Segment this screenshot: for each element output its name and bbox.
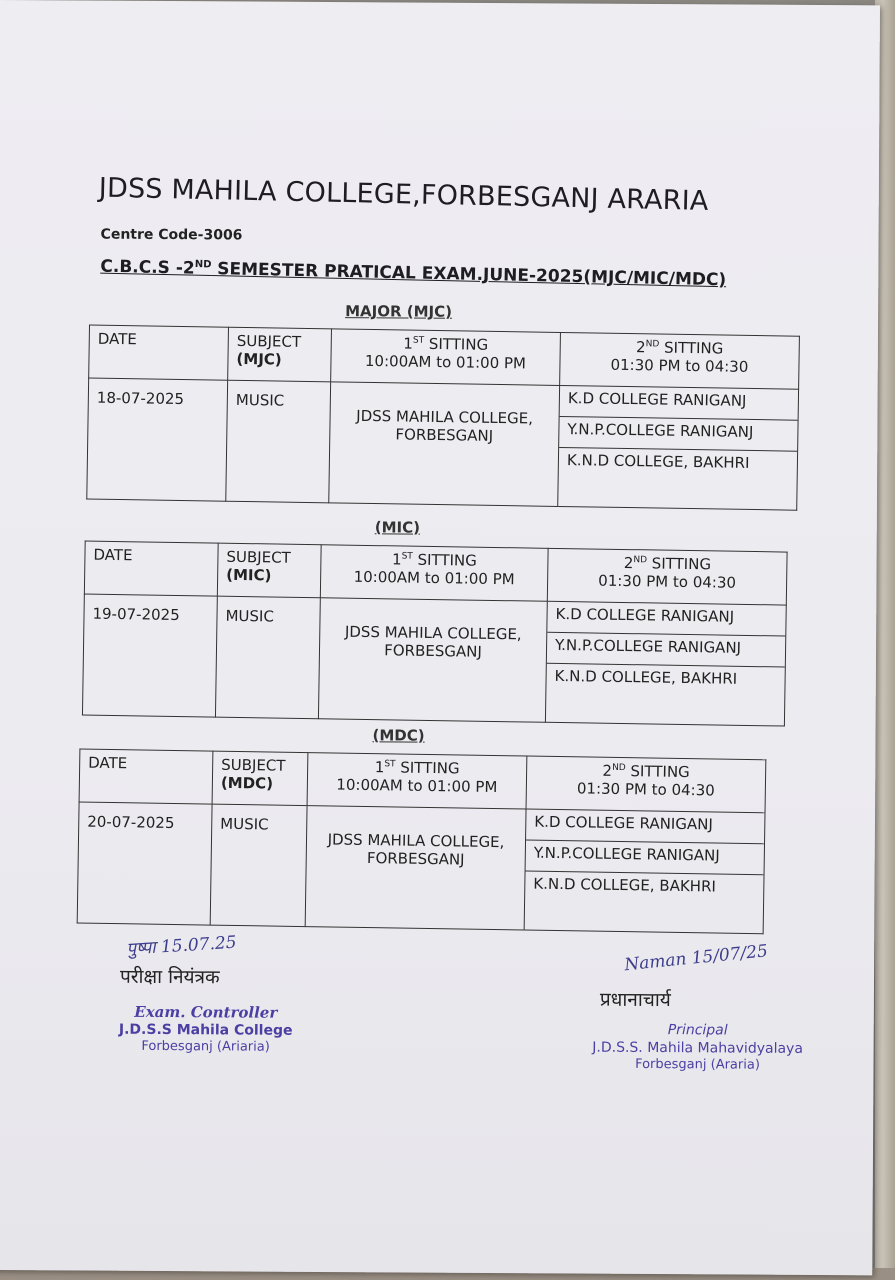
table-row <box>77 802 765 934</box>
venue-item: K.D COLLEGE RANIGANJ <box>560 386 798 421</box>
section-label-mjc: MAJOR (MJC) <box>345 302 453 321</box>
header-second-sitting: 2ND SITTING 01:30 PM to 04:30 <box>547 548 787 605</box>
venue-item: K.D COLLEGE RANIGANJ <box>547 602 785 637</box>
centre-code: Centre Code-3006 <box>100 226 243 244</box>
second-venue-cell <box>558 385 799 510</box>
header-second-sitting: 2ND SITTING 01:30 PM to 04:30 <box>526 756 766 813</box>
exam-title-prefix: C.B.C.S -2 <box>100 256 195 279</box>
first-venue-cell: JDSS MAHILA COLLEGE, FORBESGANJ <box>305 806 526 930</box>
section-label-mic: (MIC) <box>374 518 421 537</box>
header-subject: SUBJECT (MJC) <box>228 327 332 382</box>
college-name: JDSS MAHILA COLLEGE,FORBESGANJ ARARIA <box>98 172 709 217</box>
venue-item: Y.N.P.COLLEGE RANIGANJ <box>526 841 764 876</box>
principal-hindi: प्रधानाचार्य <box>599 988 671 1012</box>
header-first-sitting: 1ST SITTING 10:00AM to 01:00 PM <box>320 545 548 602</box>
header-date: DATE <box>79 749 213 804</box>
second-venue-cell <box>524 809 765 934</box>
header-subject: SUBJECT (MDC) <box>212 751 308 805</box>
header-second-sitting: 2ND SITTING 01:30 PM to 04:30 <box>560 332 800 389</box>
date-cell: 18-07-2025 <box>87 378 228 501</box>
date-cell: 20-07-2025 <box>77 802 212 925</box>
exam-title-rest: SEMESTER PRATICAL EXAM.JUNE-2025(MJC/MIC/MDC) <box>211 259 727 291</box>
header-first-sitting: 1ST SITTING 10:00AM to 01:00 PM <box>307 753 527 809</box>
first-venue-cell: JDSS MAHILA COLLEGE, FORBESGANJ <box>318 598 547 723</box>
venue-item: Y.N.P.COLLEGE RANIGANJ <box>559 417 797 452</box>
subject-cell: MUSIC <box>210 804 307 926</box>
stamp-line: Exam. Controller <box>134 1002 278 1022</box>
stamp-line: Forbesganj (Ariaria) <box>141 1039 270 1055</box>
second-venue-cell <box>545 601 786 726</box>
exam-controller-stamp <box>106 1003 306 1057</box>
header-first-sitting: 1ST SITTING 10:00AM to 01:00 PM <box>331 329 561 386</box>
schedule-table-mdc <box>77 748 767 934</box>
header-subject: SUBJECT (MIC) <box>217 543 321 598</box>
table-row <box>87 378 799 510</box>
venue-item: K.D COLLEGE RANIGANJ <box>526 810 764 845</box>
exam-controller-signature: पुष्पा 15.07.25 <box>125 932 238 960</box>
header-date: DATE <box>84 541 218 596</box>
schedule-table-mjc <box>86 325 800 511</box>
date-cell: 19-07-2025 <box>82 594 217 717</box>
principal-signature: Naman 15/07/25 <box>623 941 769 976</box>
principal-stamp <box>589 1022 805 1075</box>
stamp-line: J.D.S.S. Mahila Mahavidyalaya <box>592 1039 803 1057</box>
venue-item: K.N.D COLLEGE, BAKHRI <box>566 451 750 472</box>
stamp-line: Forbesganj (Araria) <box>635 1056 760 1073</box>
exam-title <box>100 257 726 291</box>
header-date: DATE <box>89 325 229 380</box>
section-label-mdc: (MDC) <box>372 726 425 745</box>
first-venue-cell: JDSS MAHILA COLLEGE, FORBESGANJ <box>329 382 560 507</box>
table-row <box>82 594 786 726</box>
stamp-line: Principal <box>667 1022 728 1039</box>
venue-item: Y.N.P.COLLEGE RANIGANJ <box>547 633 785 668</box>
subject-cell: MUSIC <box>215 596 320 719</box>
venue-item: K.N.D COLLEGE, BAKHRI <box>554 666 738 688</box>
exam-controller-hindi: परीक्षा नियंत्रक <box>119 965 220 989</box>
subject-cell: MUSIC <box>226 380 331 503</box>
schedule-table-mic <box>82 541 788 727</box>
exam-title-sup: ND <box>194 259 212 271</box>
venue-item: K.N.D COLLEGE, BAKHRI <box>533 874 717 896</box>
stamp-line: J.D.S.S Mahila College <box>118 1021 293 1039</box>
